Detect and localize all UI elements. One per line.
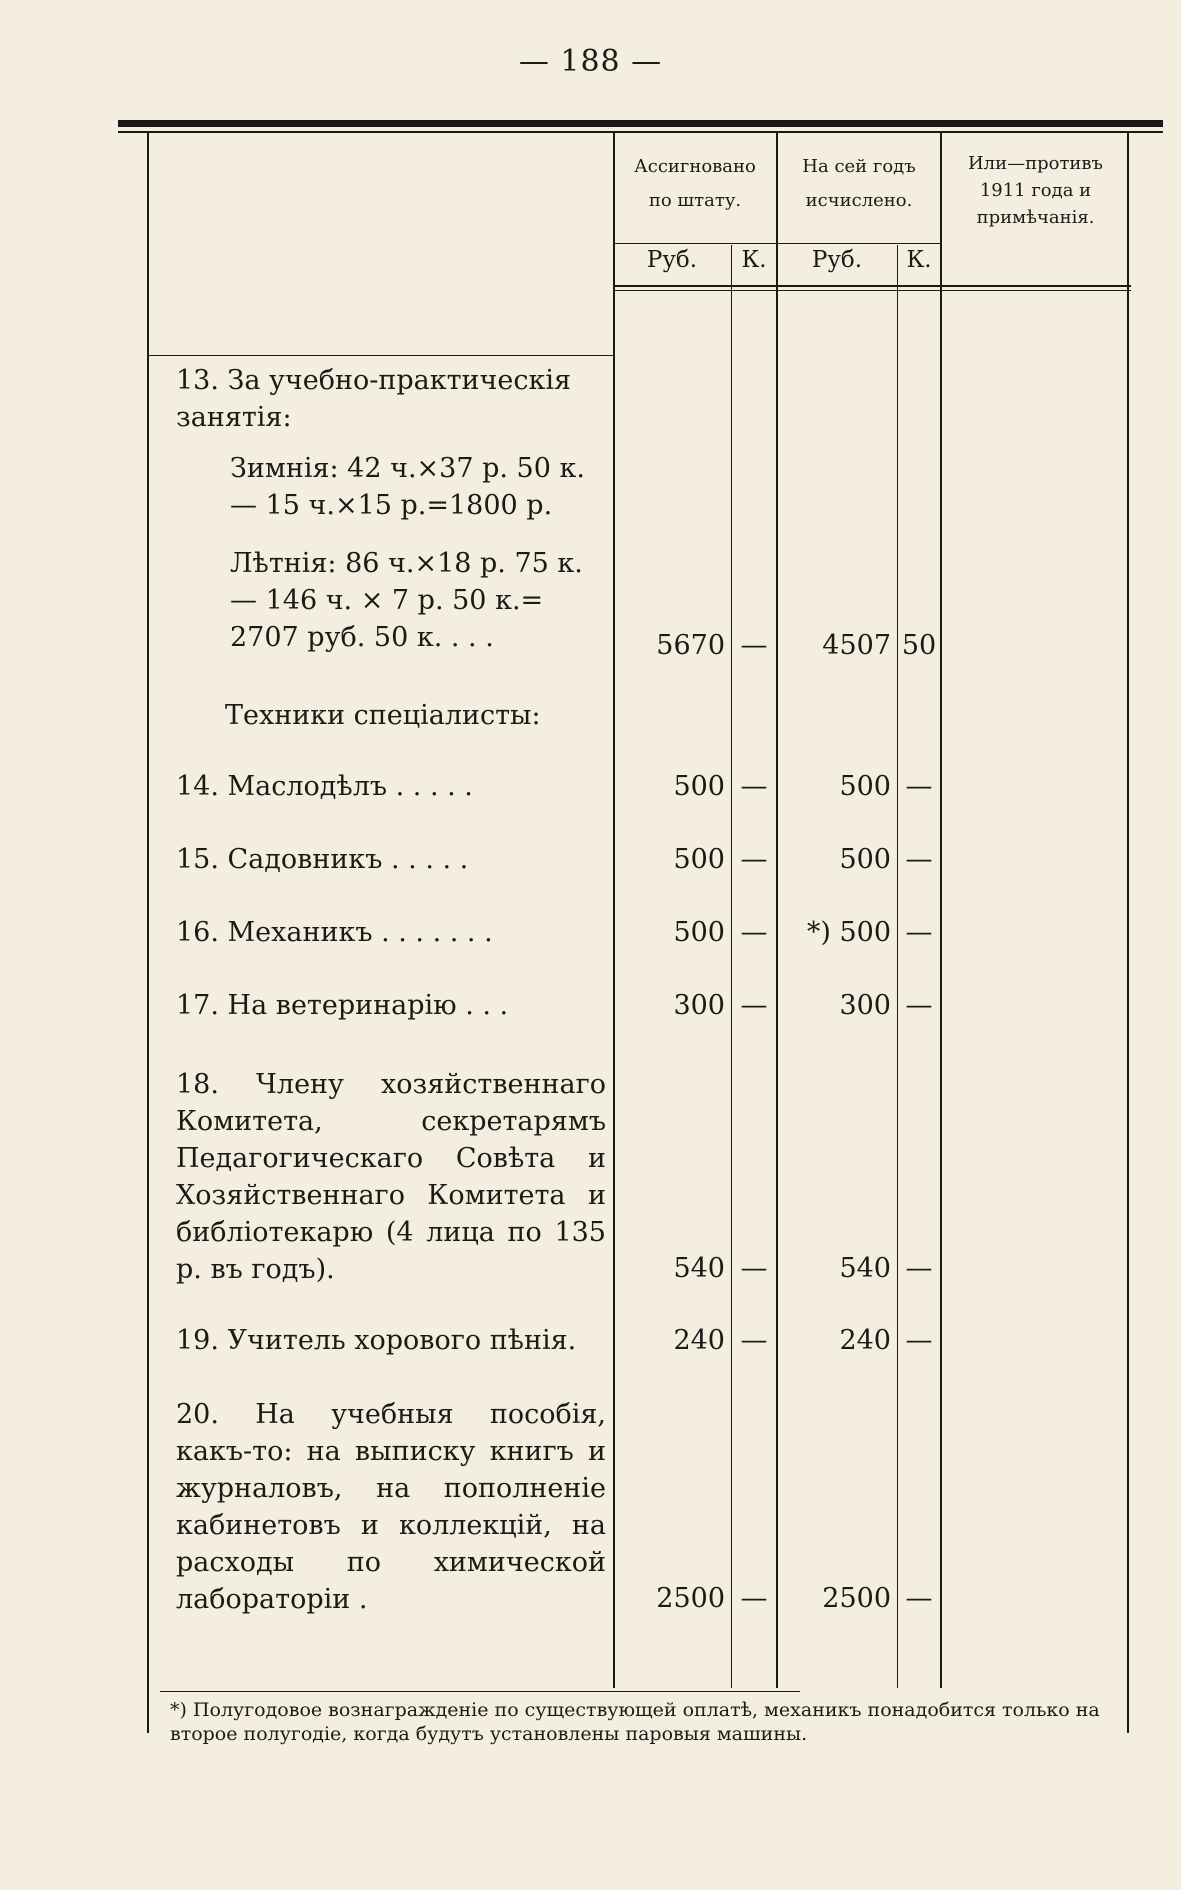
top-rule bbox=[118, 120, 1163, 127]
col-a-kop-sep bbox=[731, 245, 732, 1688]
item-19: 19. Учитель хорового пѣнія. bbox=[176, 1325, 577, 1356]
item-20: 20. На учебныя пособія, какъ-то: на выписку книгъ и журналовъ, на пополненіе кабинетовъ и коллекцій, на расходы по химической лабораторіи . bbox=[176, 1399, 606, 1615]
item-13-winter: Зимнія: 42 ч.×37 р. 50 к. — 15 ч.×15 р.=1800 р. bbox=[230, 453, 585, 521]
header-subrule bbox=[613, 243, 940, 244]
item-15-a-rub: 500 bbox=[673, 844, 725, 875]
col-b-kop-sep bbox=[897, 245, 898, 1688]
item-17-b-kop: — bbox=[905, 990, 933, 1021]
top-rule-thin bbox=[118, 131, 1163, 133]
col-a-left bbox=[613, 133, 615, 1688]
item-17-a-rub: 300 bbox=[673, 990, 725, 1021]
section-top-rule bbox=[147, 355, 613, 356]
header-calculated: На сей годъ исчислено. bbox=[802, 156, 916, 211]
footnote-rule bbox=[160, 1691, 800, 1692]
item-14-b-kop: — bbox=[905, 771, 933, 802]
col-c-left bbox=[940, 133, 942, 1688]
item-19-a-rub: 240 bbox=[673, 1325, 725, 1356]
page-number: — 188 — bbox=[518, 44, 663, 79]
item-15: 15. Садовникъ . . . . . bbox=[176, 844, 469, 875]
item-16-b-rub: *) 500 bbox=[806, 917, 891, 948]
item-17-a-kop: — bbox=[740, 990, 768, 1021]
item-16-b-kop: — bbox=[905, 917, 933, 948]
item-18-a-rub: 540 bbox=[673, 1253, 725, 1284]
header-assigned: Ассигновано по штату. bbox=[634, 156, 756, 211]
item-19-a-kop: — bbox=[740, 1325, 768, 1356]
item-16-a-rub: 500 bbox=[673, 917, 725, 948]
item-13-title: 13. За учебно-практическія занятія: bbox=[176, 365, 572, 433]
item-18-b-kop: — bbox=[905, 1253, 933, 1284]
specialists-heading: Техники спеціалисты: bbox=[225, 700, 541, 731]
header-kop-b: К. bbox=[906, 247, 932, 273]
header-rub-a: Руб. bbox=[646, 247, 698, 273]
item-15-a-kop: — bbox=[740, 844, 768, 875]
item-13-a-rub: 5670 bbox=[656, 630, 725, 661]
header-kop-a: К. bbox=[741, 247, 767, 273]
item-14-b-rub: 500 bbox=[839, 771, 891, 802]
item-13-a-kop: — bbox=[740, 630, 768, 661]
left-border bbox=[147, 133, 149, 1733]
item-13-b-kop: 50 bbox=[901, 630, 937, 661]
right-border bbox=[1127, 133, 1129, 1733]
header-rub-b: Руб. bbox=[811, 247, 863, 273]
item-20-a-rub: 2500 bbox=[656, 1583, 725, 1614]
header-bottom-rule2 bbox=[613, 290, 1131, 291]
item-20-a-kop: — bbox=[740, 1583, 768, 1614]
item-20-b-rub: 2500 bbox=[822, 1583, 891, 1614]
item-14-a-kop: — bbox=[740, 771, 768, 802]
item-14-a-rub: 500 bbox=[673, 771, 725, 802]
col-b-left bbox=[776, 133, 778, 1688]
header-bottom-rule bbox=[613, 285, 1131, 287]
item-14: 14. Маслодѣлъ . . . . . bbox=[176, 771, 473, 802]
item-15-b-kop: — bbox=[905, 844, 933, 875]
item-18: 18. Члену хозяйственнаго Комитета, секретарямъ Педагогическаго Совѣта и Хозяйственнаго Комитета и библіотекарю (4 лица по 135 р. въ годъ). bbox=[176, 1069, 606, 1285]
item-13-summer: Лѣтнія: 86 ч.×18 р. 75 к. — 146 ч. × 7 р. 50 к.= 2707 руб. 50 к. . . . bbox=[230, 548, 583, 653]
item-18-b-rub: 540 bbox=[839, 1253, 891, 1284]
item-20-b-kop: — bbox=[905, 1583, 933, 1614]
header-comparison: Или—противъ 1911 года и примѣчанія. bbox=[967, 153, 1104, 228]
footnote: *) Полугодовое вознагражденіе по существующей оплатѣ, механикъ понадобится только на второе полугодіе, когда будутъ установлены паровыя машины. bbox=[170, 1699, 1100, 1745]
item-16-a-kop: — bbox=[740, 917, 768, 948]
item-17-b-rub: 300 bbox=[839, 990, 891, 1021]
item-16: 16. Механикъ . . . . . . . bbox=[176, 917, 493, 948]
item-18-a-kop: — bbox=[740, 1253, 768, 1284]
item-19-b-kop: — bbox=[905, 1325, 933, 1356]
item-13-b-rub: 4507 bbox=[822, 630, 891, 661]
item-19-b-rub: 240 bbox=[839, 1325, 891, 1356]
item-15-b-rub: 500 bbox=[839, 844, 891, 875]
item-17: 17. На ветеринарію . . . bbox=[176, 990, 509, 1021]
